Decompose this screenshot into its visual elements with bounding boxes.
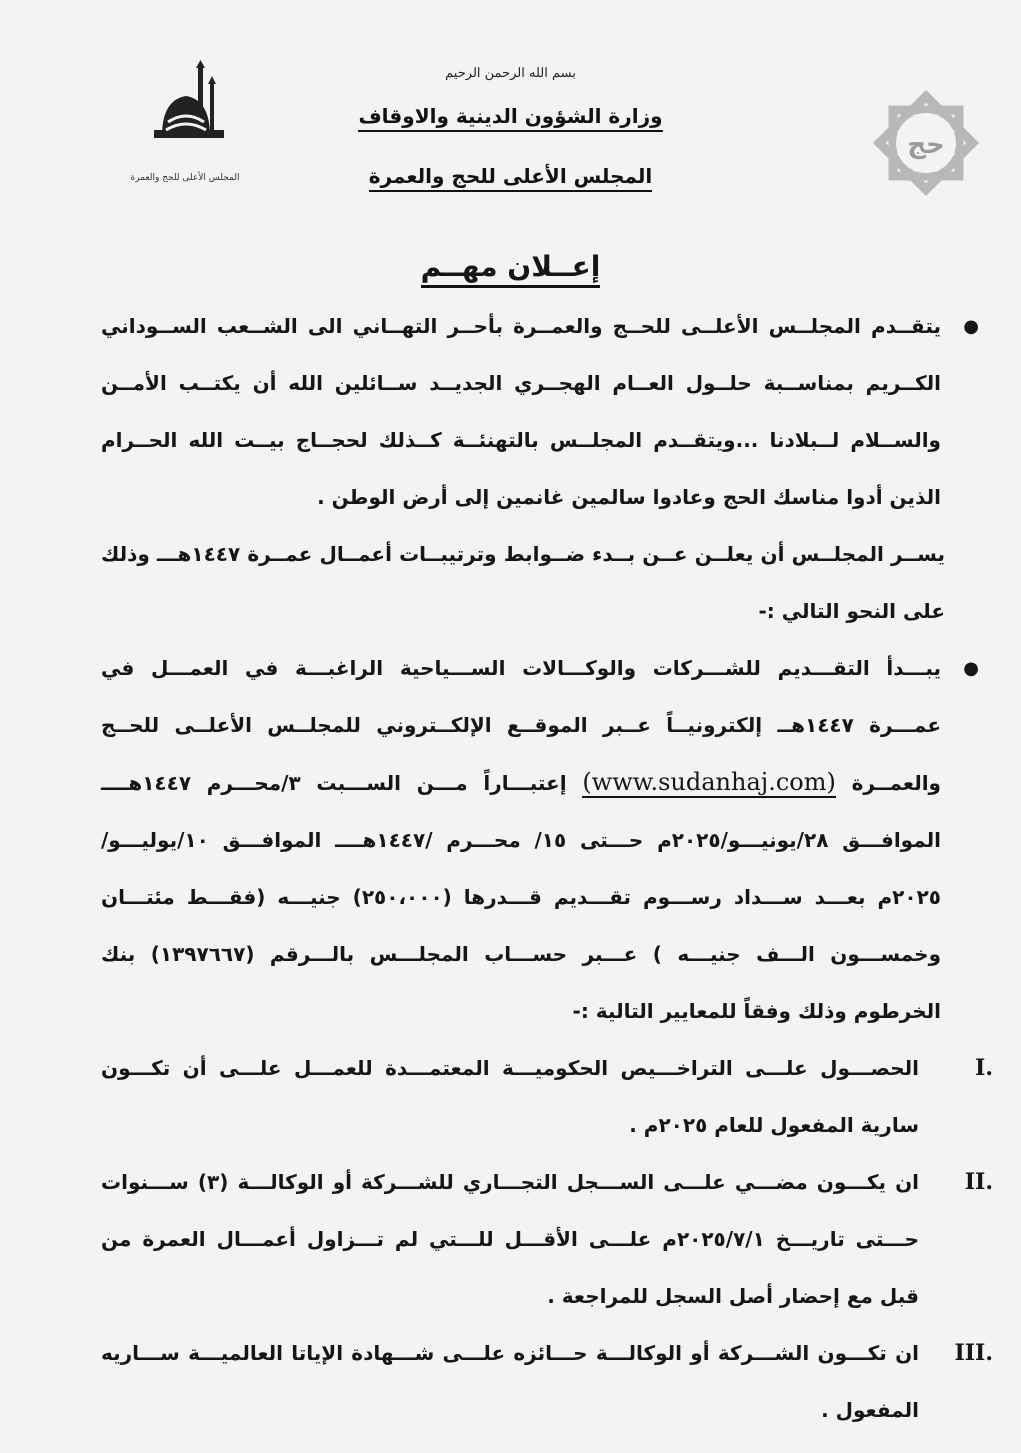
- announcement-title-text: إعــلان مهــم: [421, 250, 601, 288]
- council-name-text: المجلس الأعلى للحج والعمرة: [369, 164, 653, 192]
- intro-text: يســر المجلــس أن يعلــن عــن بــدء ضــوابط وترتيبــات أعمــال عمــرة ١٤٤٧هـــ وذلك على النحو التالي :-: [101, 542, 945, 623]
- website-link[interactable]: (www.sudanhaj.com): [582, 768, 836, 796]
- criteria-item: [101, 1154, 993, 1325]
- ministry-name-text: وزارة الشؤون الدينية والاوقاف: [358, 104, 662, 132]
- criteria-numeral: II.: [964, 1169, 993, 1195]
- criteria-numeral: III.: [954, 1340, 993, 1366]
- emblem-text: حج: [907, 130, 945, 160]
- criteria-text: ان يكـــون مضـــي علـــى الســـجل التجـــاري للشـــركة أو الوكالـــة (٣) ســـنوات حـــتى تاريـــخ ٢٠٢٥/٧/١م علـــى الأقـــل للـــتي لم تـــزاول أعمـــال العمرة من قبل مع إحضار أصل السجل للمراجعة .: [101, 1170, 919, 1308]
- bullet-icon: ●: [963, 658, 979, 679]
- bullet-icon: ●: [963, 316, 979, 337]
- mosque-icon: [110, 60, 260, 160]
- intro-paragraph: [101, 526, 963, 640]
- application-paragraph: [101, 640, 979, 1040]
- basmala: بسم الله الرحمن الرحيم: [445, 66, 576, 81]
- council-logo: [110, 60, 260, 185]
- criteria-item: [101, 1325, 993, 1439]
- criteria-text: ان تكـــون الشـــركة أو الوكالـــة حـــائزه علـــى شـــهادة الإياتا العالميـــة ســـاريه المفعول .: [101, 1341, 919, 1422]
- criteria-item: [101, 1040, 993, 1154]
- criteria-text: الحصـــول علـــى التراخـــيص الحكوميـــة المعتمـــدة للعمـــل علـــى أن تكـــون سارية المفعول للعام ٢٠٢٥م .: [101, 1056, 919, 1137]
- application-text-end: إعتبـــاراً مـــن الســـبت ٣/محـــرم ١٤٤٧هــــ الموافـــق ٢٨/يونيـــو/٢٠٢٥م حـــتى ١٥/ محـــرم /١٤٤٧هــــ الموافـــق ١٠/يوليـــو/٢٠٢٥م بعـــد ســـداد رســـوم تقـــديم قـــدرها (٢٥٠،٠٠٠) جنيـــه (فقـــط مئتـــان وخمســـون الـــف جنيـــه ) عـــبر حســـاب المجلـــس بالـــرقم (١٣٩٧٦٦٧) بنك الخرطوم وذلك وفقاً للمعايير التالية :-: [101, 771, 941, 1023]
- logo-caption: المجلس الأعلى للحج والعمرة: [130, 173, 240, 183]
- greeting-text: يتقــدم المجلــس الأعلــى للحــج والعمــرة بأحــر التهــاني الى الشــعب الســوداني الكــريم بمناســبة حلــول العــام الهجــري الجديــد ســائلين الله أن يكتــب الأمــن والســلام لــبلادنا ...ويتقــدم المجلــس بالتهنئــة كــذلك لحجــاج بيــت الله الحــرام الذين أدوا مناسك الحج وعادوا سالمين غانمين إلى أرض الوطن .: [101, 314, 941, 509]
- criteria-numeral: I.: [975, 1055, 993, 1081]
- greeting-paragraph: [101, 298, 979, 526]
- announcement-title: [0, 250, 1021, 283]
- application-text-start: يبـــدأ التقـــديم للشـــركات والوكـــالات الســـياحية الراغبـــة في العمـــل في عمـــرة ١٤٤٧هــ إلكترونيــاً عــبر الموقــع الإلكــتروني للمجلــس الأعلــى للحــج والعمــرة: [101, 656, 941, 795]
- hajj-emblem-logo: [871, 88, 981, 198]
- announcement-body: [101, 298, 993, 1439]
